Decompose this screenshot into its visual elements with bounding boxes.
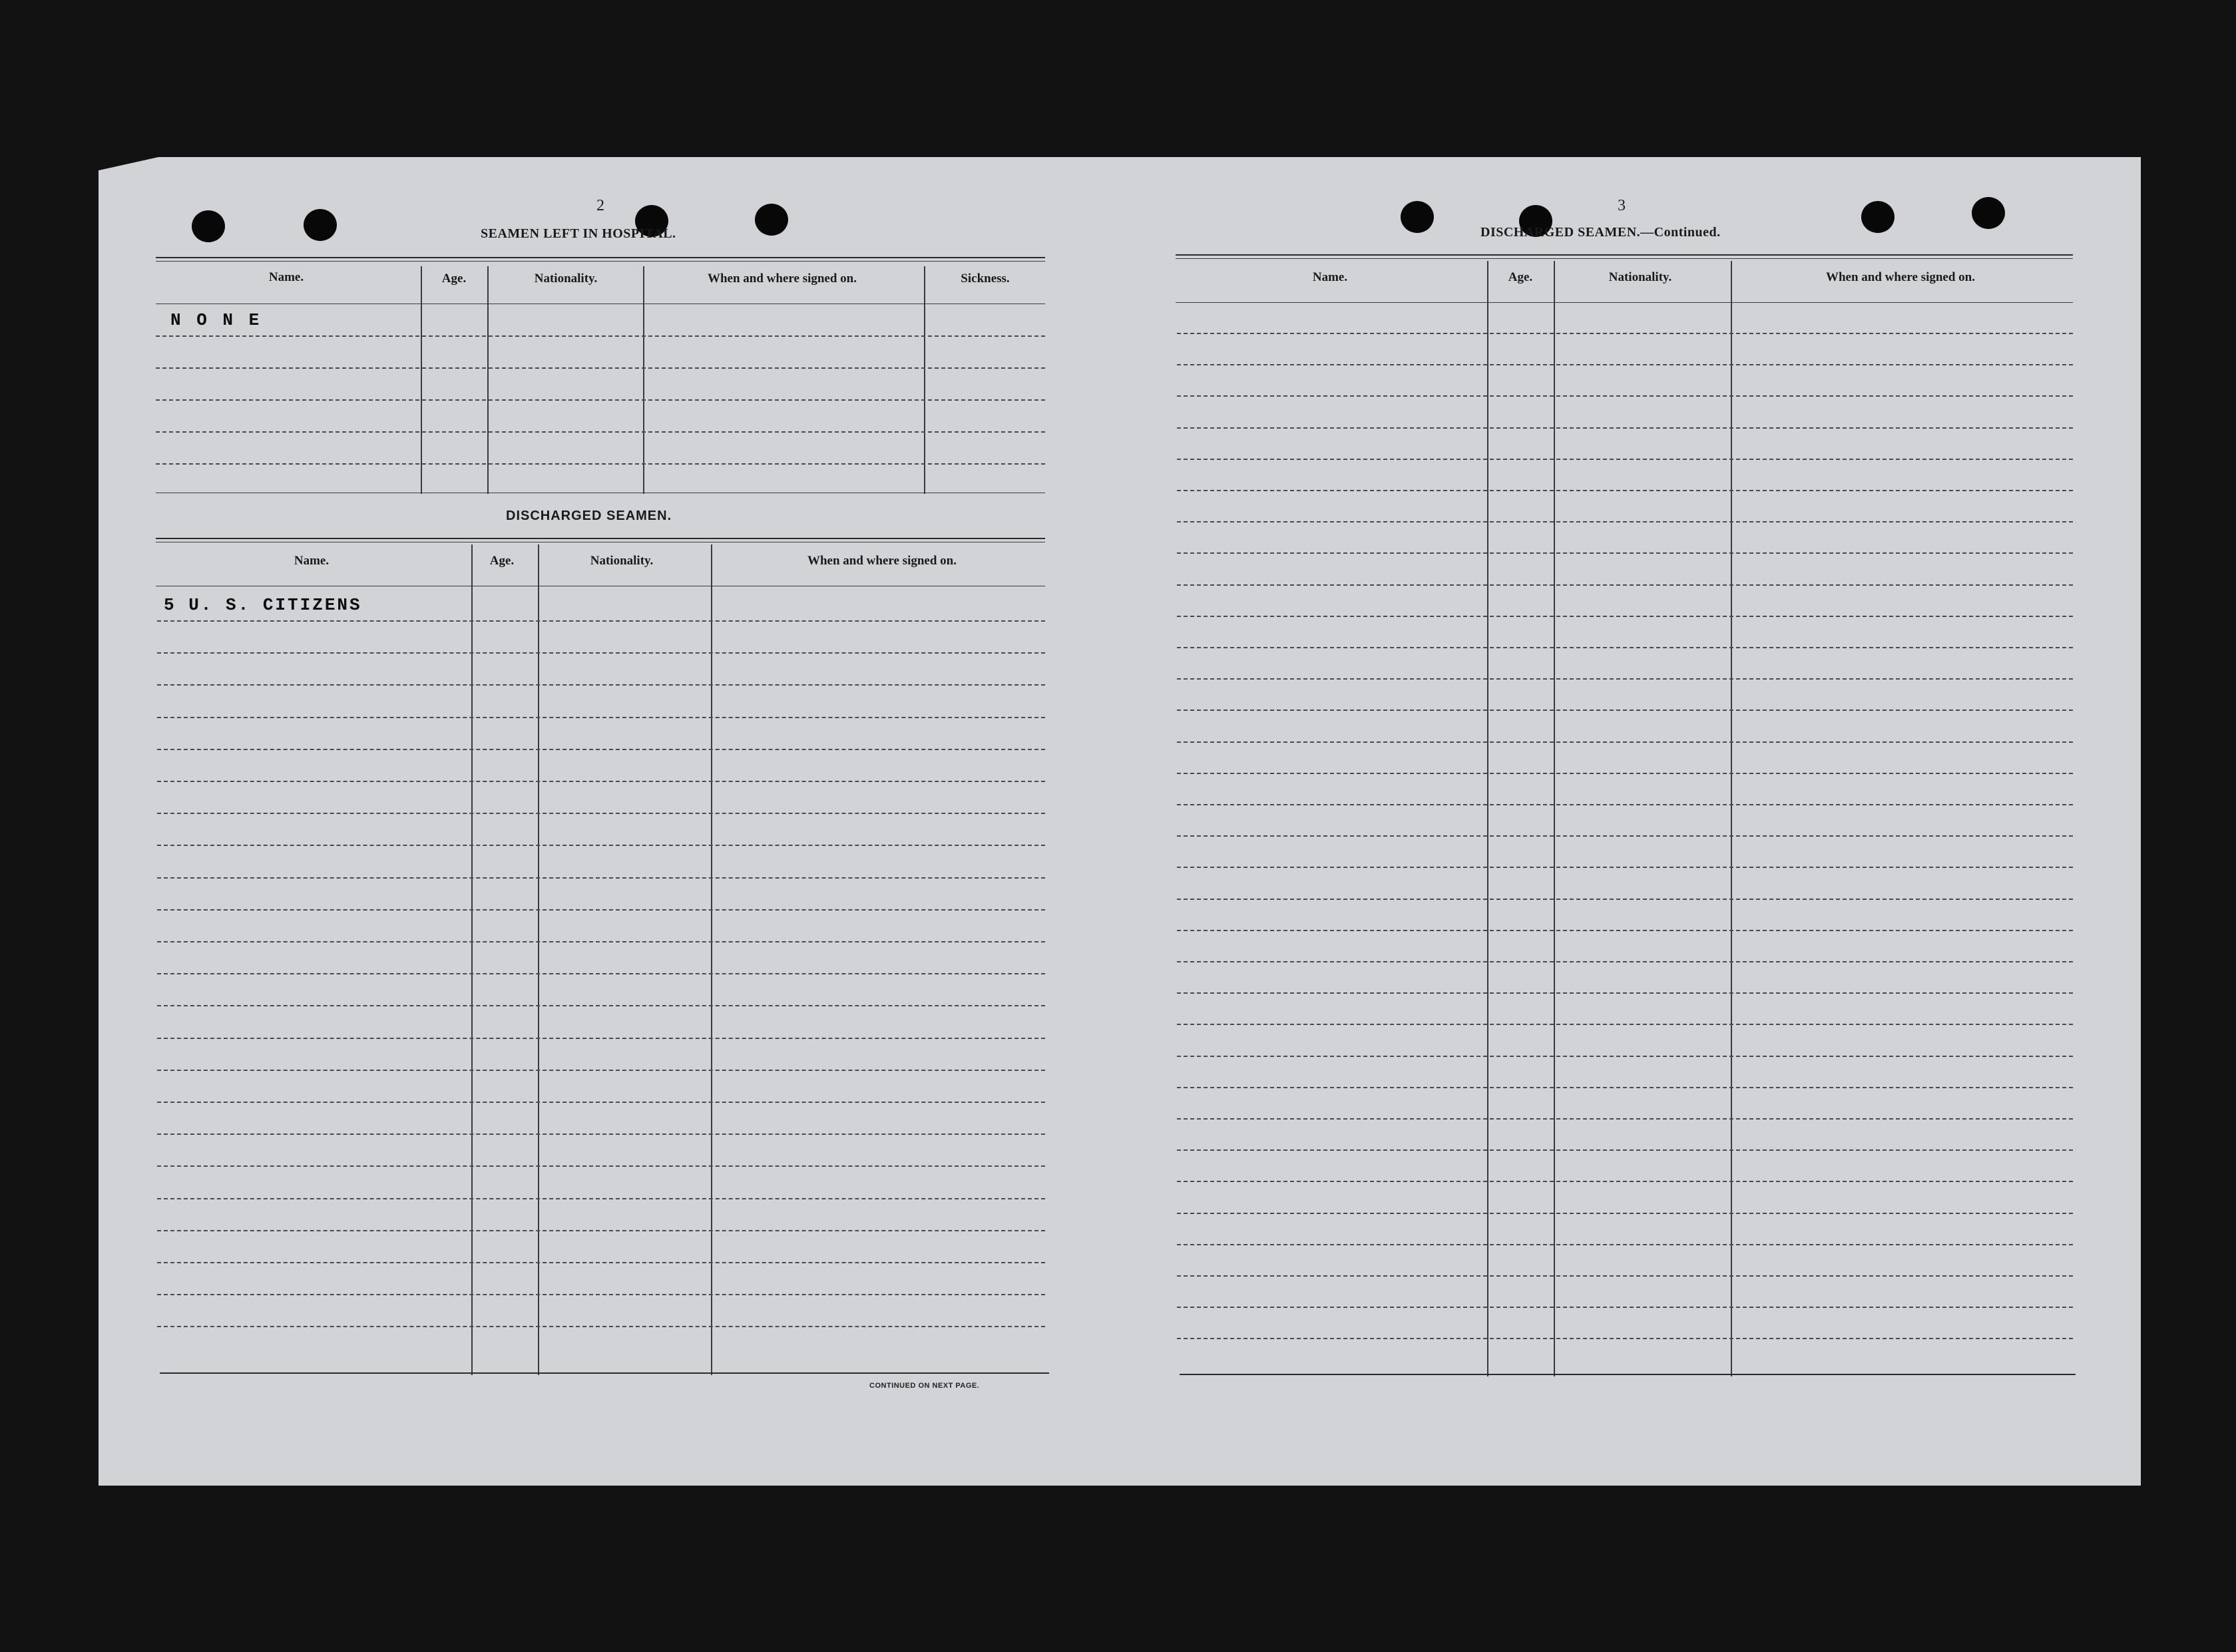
table-rule <box>156 261 1045 262</box>
ruled-line <box>157 1134 1045 1135</box>
ruled-line <box>156 335 1045 337</box>
ruled-line <box>1177 678 2073 680</box>
ruled-line <box>1177 835 2073 837</box>
col-header-signed-on: When and where signed on. <box>807 554 957 568</box>
ruled-line <box>1177 552 2073 554</box>
col-header-nationality: Nationality. <box>1608 270 1672 284</box>
ruled-line <box>157 749 1045 750</box>
ruled-line <box>1177 1213 2073 1214</box>
ruled-line <box>1177 961 2073 962</box>
table-rule <box>1176 302 2073 303</box>
ruled-line <box>157 1230 1045 1231</box>
page-number: 3 <box>1618 197 1626 214</box>
column-divider <box>471 544 473 1375</box>
ruled-line <box>157 1165 1045 1167</box>
ruled-line <box>1177 1275 2073 1277</box>
ruled-line <box>157 1262 1045 1263</box>
table-rule <box>1176 258 2073 259</box>
ruled-line <box>157 620 1045 622</box>
ruled-line <box>157 1005 1045 1006</box>
ruled-line <box>1177 1244 2073 1245</box>
document-sheet <box>99 157 2141 1486</box>
ruled-line <box>1177 1149 2073 1151</box>
continued-note: CONTINUED ON NEXT PAGE. <box>869 1382 980 1390</box>
ruled-line <box>1177 364 2073 365</box>
ruled-line <box>1177 773 2073 774</box>
col-header-sickness: Sickness. <box>961 272 1010 286</box>
ruled-line <box>157 941 1045 942</box>
ruled-line <box>1177 1307 2073 1308</box>
column-divider <box>421 266 422 494</box>
page-number: 2 <box>596 197 604 214</box>
ruled-line <box>156 431 1045 433</box>
col-header-name: Name. <box>294 554 330 568</box>
ruled-line <box>156 463 1045 465</box>
table-rule <box>1180 1374 2076 1375</box>
ruled-line <box>157 717 1045 718</box>
ruled-line <box>157 1198 1045 1199</box>
ruled-line <box>157 973 1045 974</box>
ruled-line <box>157 1326 1045 1327</box>
ruled-line <box>1177 899 2073 900</box>
discharged-entry: 5 U. S. CITIZENS <box>164 595 362 615</box>
ruled-line <box>157 877 1045 879</box>
ruled-line <box>157 1294 1045 1295</box>
col-header-name: Name. <box>268 270 304 284</box>
ruled-line <box>1177 1181 2073 1182</box>
ruled-line <box>156 367 1045 369</box>
ruled-line <box>1177 647 2073 648</box>
ruled-line <box>1177 1056 2073 1057</box>
ruled-line <box>1177 521 2073 522</box>
ruled-line <box>1177 333 2073 334</box>
ruled-line <box>1177 1338 2073 1339</box>
ruled-line <box>1177 490 2073 491</box>
col-header-nationality: Nationality. <box>534 272 598 286</box>
punch-hole <box>1861 201 1895 233</box>
discharged-section-title: DISCHARGED SEAMEN. <box>506 509 672 523</box>
continued-section-title: DISCHARGED SEAMEN.—Continued. <box>1480 225 1721 240</box>
ruled-line <box>1177 1024 2073 1025</box>
column-divider <box>643 266 644 494</box>
col-header-signed-on: When and where signed on. <box>1825 270 1975 284</box>
ruled-line <box>1177 867 2073 868</box>
ruled-line <box>1177 1118 2073 1120</box>
ruled-line <box>1177 459 2073 460</box>
hospital-section-title: SEAMEN LEFT IN HOSPITAL. <box>481 226 676 241</box>
table-rule <box>156 257 1045 258</box>
table-rule <box>160 1372 1049 1374</box>
ruled-line <box>157 909 1045 911</box>
col-header-name: Name. <box>1312 270 1348 284</box>
ruled-line <box>1177 710 2073 711</box>
ruled-line <box>157 1038 1045 1039</box>
punch-hole <box>304 209 337 241</box>
ruled-line <box>157 1070 1045 1071</box>
ruled-line <box>157 813 1045 814</box>
ruled-line <box>1177 804 2073 805</box>
col-header-age: Age. <box>1508 270 1533 284</box>
table-rule <box>1176 254 2073 256</box>
punch-hole <box>1401 201 1434 233</box>
hospital-entry: N O N E <box>170 310 262 330</box>
punch-hole <box>1972 197 2005 229</box>
ruled-line <box>157 1102 1045 1103</box>
ruled-line <box>1177 395 2073 397</box>
ruled-line <box>1177 427 2073 429</box>
column-divider <box>924 266 925 494</box>
column-divider <box>711 544 712 1375</box>
col-header-age: Age. <box>441 272 467 286</box>
ruled-line <box>1177 584 2073 586</box>
ruled-line <box>1177 930 2073 931</box>
ruled-line <box>157 845 1045 846</box>
ruled-line <box>157 684 1045 686</box>
ruled-line <box>157 652 1045 654</box>
col-header-age: Age. <box>489 554 515 568</box>
col-header-nationality: Nationality. <box>590 554 654 568</box>
ruled-line <box>1177 992 2073 994</box>
col-header-signed-on: When and where signed on. <box>707 272 857 286</box>
ruled-line <box>157 781 1045 782</box>
column-divider <box>538 544 539 1375</box>
ruled-line <box>1177 741 2073 743</box>
ruled-line <box>156 399 1045 401</box>
punch-hole <box>192 210 225 242</box>
ruled-line <box>1177 1087 2073 1088</box>
table-rule <box>156 538 1045 539</box>
column-divider <box>487 266 489 494</box>
ruled-line <box>1177 616 2073 617</box>
punch-hole <box>755 204 788 236</box>
